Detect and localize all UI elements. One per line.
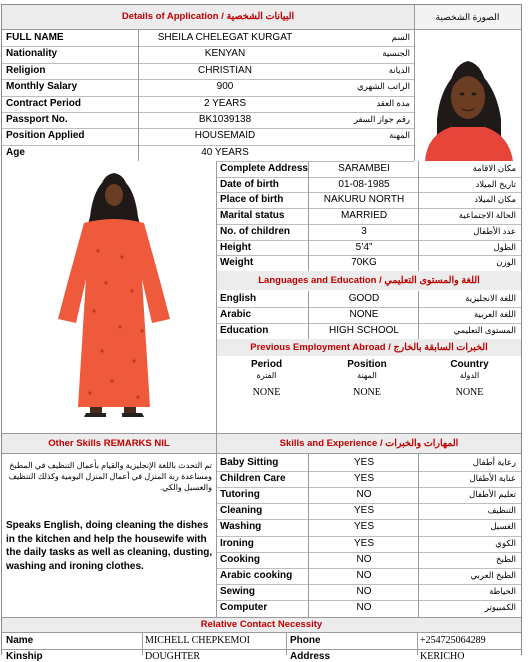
language-label-arabic: اللغة العربية xyxy=(473,309,516,319)
details-label: Place of birth xyxy=(220,194,284,206)
skill-label-arabic: الغسيل xyxy=(490,521,516,532)
personal-label-arabic: رقم جواز السفر xyxy=(353,114,410,124)
personal-value: KENYAN xyxy=(204,48,246,60)
details-value: SARAMBEI xyxy=(338,163,390,174)
skill-label-arabic: الكوي xyxy=(495,537,516,548)
employment-value: NONE xyxy=(252,387,281,398)
personal-label-arabic: مدة العقد xyxy=(376,97,410,108)
row-divider xyxy=(217,255,521,256)
skill-label: Baby Sitting xyxy=(220,457,279,468)
other-skills-arabic: تم التحدث باللغة الإنجليزية والقيام بأعمال التنظيف في المطبخ ومساعدة ربة المنزل في أعمال المنزل اليومية وكذلك التنظيف والغسيل والكي. xyxy=(8,461,212,492)
personal-value: SHEILA CHELEGAT KURGAT xyxy=(157,32,293,43)
skill-label-arabic: رعاية أطفال xyxy=(472,457,516,467)
details-label-arabic: عدد الأطفال xyxy=(473,225,516,236)
language-value: NONE xyxy=(349,309,379,320)
skills-header: Skills and Experience / المهارات والخبرات xyxy=(217,434,521,453)
relative-phone-value: +254725064289 xyxy=(420,635,486,646)
employment-column-header: Period xyxy=(250,359,283,370)
row-divider xyxy=(217,192,521,193)
skill-label: Washing xyxy=(220,521,262,533)
other-skills-header: Other Skills REMARKS NIL xyxy=(2,434,216,453)
col-divider xyxy=(418,161,419,271)
personal-value: 900 xyxy=(216,81,234,93)
skill-value: NO xyxy=(356,569,372,581)
relative-name-value: MICHELL CHEPKEMOI xyxy=(145,635,250,646)
applicant-photo xyxy=(417,31,519,161)
relative-kinship-label: Kinship xyxy=(6,651,43,662)
skill-value: YES xyxy=(353,457,374,468)
skill-label: Arabic cooking xyxy=(220,569,293,581)
col-divider xyxy=(418,291,419,339)
personal-label: FULL NAME xyxy=(6,32,64,43)
skill-value: NO xyxy=(356,601,372,613)
row-divider xyxy=(2,128,414,129)
skill-label-arabic: تعليم الأطفال xyxy=(469,489,516,500)
row-divider xyxy=(2,145,414,146)
col-divider xyxy=(138,30,139,161)
employment-column-header: Country xyxy=(450,359,489,370)
details-label: Date of birth xyxy=(220,178,279,190)
skill-value: YES xyxy=(353,521,374,533)
row-divider xyxy=(217,503,521,504)
col-divider xyxy=(418,454,419,617)
employment-value: NONE xyxy=(353,387,381,398)
details-label: Weight xyxy=(220,257,254,269)
skill-label-arabic: الطبخ xyxy=(496,553,516,564)
skill-value: YES xyxy=(353,505,374,517)
employment-header: Previous Employment Abroad / الخبرات السابقة بالخارج xyxy=(217,339,521,356)
employment-column-header-arabic: المهنة xyxy=(357,371,377,380)
row-divider xyxy=(217,224,521,225)
personal-label-arabic: الراتب الشهري xyxy=(357,81,410,92)
row-divider xyxy=(217,307,521,308)
details-label-arabic: مكان الميلاد xyxy=(474,194,516,205)
row-divider xyxy=(2,112,414,113)
relative-address-value: KERICHO xyxy=(420,651,465,662)
skill-label-arabic: عناية الأطفال xyxy=(469,473,516,484)
employment-column-header-arabic: الفترة xyxy=(256,371,277,380)
personal-value: HOUSEMAID xyxy=(194,130,256,142)
row-divider xyxy=(217,600,521,601)
personal-value: 2 YEARS xyxy=(203,97,247,109)
language-value: GOOD xyxy=(348,293,380,304)
row-divider xyxy=(217,584,521,585)
relative-phone-label: Phone xyxy=(290,635,321,646)
skill-label-arabic: الخياطة xyxy=(489,585,516,596)
details-label: Height xyxy=(220,241,252,253)
employment-value: NONE xyxy=(455,387,484,398)
personal-label: Religion xyxy=(6,64,46,76)
languages-header: Languages and Education / اللغة والمستوى التعليمي xyxy=(217,271,521,290)
skill-label: Computer xyxy=(220,601,268,613)
details-value: MARRIED xyxy=(340,210,388,222)
row-divider xyxy=(217,536,521,537)
skill-label-arabic: الكمبيوتر xyxy=(484,601,516,612)
personal-label-arabic: الجنسية xyxy=(382,48,410,59)
skill-label: Sewing xyxy=(220,585,256,597)
details-label: Marital status xyxy=(220,210,285,222)
full-body-photo xyxy=(2,161,216,433)
details-value: 3 xyxy=(361,225,367,237)
relative-header: Relative Contact Necessity xyxy=(2,618,521,632)
details-label: Complete Address xyxy=(220,163,308,174)
personal-label: Monthly Salary xyxy=(6,81,78,93)
language-label-arabic: اللغة الانجليزية xyxy=(465,293,516,303)
skill-label-arabic: التنظيف xyxy=(487,505,516,516)
row-divider xyxy=(217,552,521,553)
skill-label: Cleaning xyxy=(220,505,263,517)
details-label-arabic: تاريخ الميلاد xyxy=(475,178,516,189)
details-label-arabic: الحالة الاجتماعية xyxy=(458,210,516,221)
personal-label: Age xyxy=(6,146,25,158)
row-divider xyxy=(217,177,521,178)
details-header: Details of Application / البيانات الشخصية xyxy=(2,5,414,29)
skill-label: Cooking xyxy=(220,553,260,565)
language-label: Arabic xyxy=(220,309,252,320)
row-divider xyxy=(2,79,414,80)
personal-label: Contract Period xyxy=(6,97,82,109)
other-skills-english: Speaks English, doing cleaning the dishes in the kitchen and help the housewife with the daily tasks as well as cleaning, dusting, washing and ironing clothes. xyxy=(6,520,213,572)
skill-label: Tutoring xyxy=(220,489,260,501)
row-divider xyxy=(217,240,521,241)
skill-value: NO xyxy=(356,585,372,597)
row-divider xyxy=(217,519,521,520)
col-divider xyxy=(308,291,309,339)
relative-address-label: Address xyxy=(290,651,331,662)
relative-kinship-value: DOUGHTER xyxy=(145,651,200,662)
col-divider xyxy=(308,454,309,617)
row-divider xyxy=(217,323,521,324)
details-value: 70KG xyxy=(351,257,377,269)
skill-label: Children Care xyxy=(220,473,286,485)
personal-value: 40 YEARS xyxy=(201,146,249,158)
relative-name-label: Name xyxy=(6,635,34,646)
skill-value: NO xyxy=(356,489,372,501)
row-divider xyxy=(217,471,521,472)
employment-column-header-arabic: الدولة xyxy=(459,371,480,380)
skill-value: YES xyxy=(353,473,374,485)
skill-label: Ironing xyxy=(220,537,254,549)
row-divider xyxy=(2,46,414,47)
personal-label: Position Applied xyxy=(6,130,85,142)
details-value: 01-08-1985 xyxy=(338,178,390,190)
personal-label-arabic: الديانة xyxy=(388,64,410,75)
personal-label-arabic: السم xyxy=(391,32,410,42)
personal-value: BK1039138 xyxy=(198,114,252,125)
skill-value: YES xyxy=(353,537,374,549)
personal-label-arabic: المهنة xyxy=(389,130,410,141)
language-value: HIGH SCHOOL xyxy=(328,325,399,336)
col-divider xyxy=(308,161,309,271)
personal-label: Passport No. xyxy=(6,114,68,125)
details-label: No. of children xyxy=(220,225,290,237)
row-divider xyxy=(2,96,414,97)
details-label-arabic: مكان الاقامة xyxy=(472,163,516,173)
details-label-arabic: الطول xyxy=(493,241,516,252)
details-label-arabic: الوزن xyxy=(496,257,516,268)
language-label: Education xyxy=(220,325,269,336)
skill-label-arabic: الطبخ العربي xyxy=(470,569,516,580)
personal-value: CHRISTIAN xyxy=(198,64,252,76)
row-divider xyxy=(217,568,521,569)
language-label: English xyxy=(220,293,257,304)
skill-value: NO xyxy=(356,553,372,565)
row-divider xyxy=(2,63,414,64)
language-label-arabic: المستوى التعليمي xyxy=(453,325,516,335)
details-value: 5’4” xyxy=(355,241,373,253)
row-divider xyxy=(217,208,521,209)
details-value: NAKURU NORTH xyxy=(323,194,405,206)
photo-header: الصورة الشخصية xyxy=(414,5,521,29)
employment-column-header: Position xyxy=(347,359,387,370)
personal-label: Nationality xyxy=(6,48,58,60)
